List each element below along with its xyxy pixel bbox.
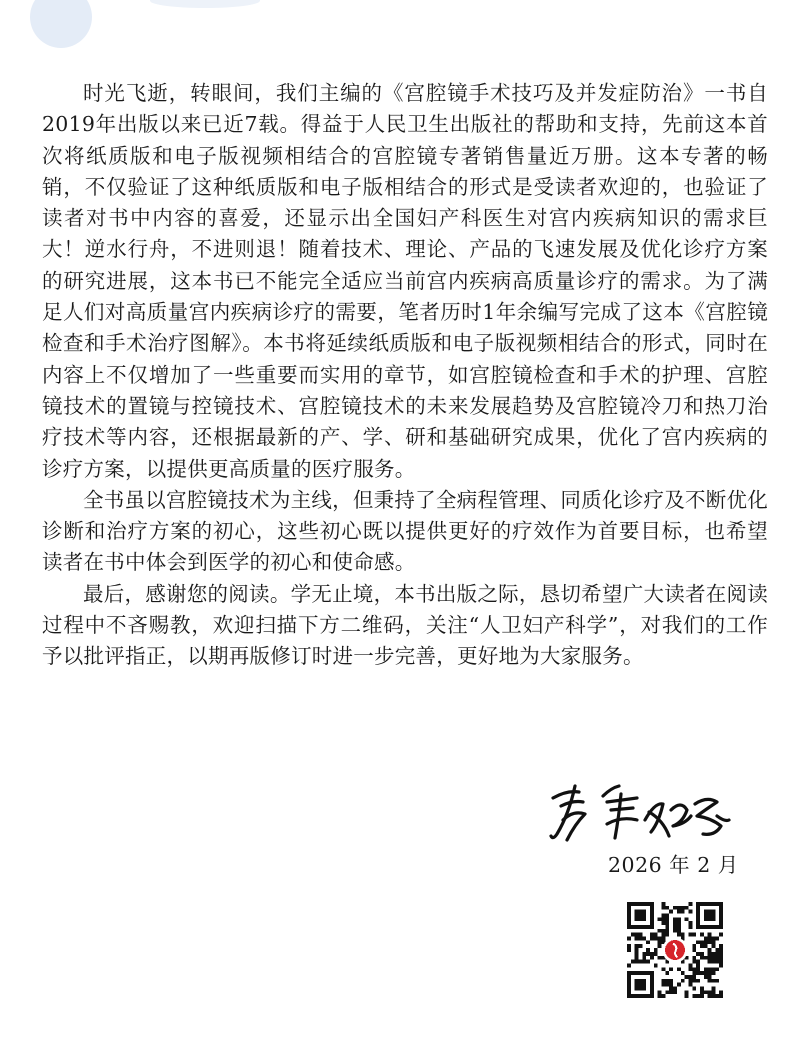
paragraph-1: 时光飞逝，转眼间，我们主编的《宫腔镜手术技巧及并发症防治》一书自2019年出版以来已近7载。得益于人民卫生出版社的帮助和支持，先前这本首次将纸质版和电子版视频相结合的宫腔镜专著销售量近万册。这本专著的畅销，不仅验证了这种纸质版和电子版相结合的形式是受读者欢迎的，也验证了读者对书中内容的喜爱，还显示出全国妇产科医生对宫内疾病知识的需求巨大！逆水行舟，不进则退！随着技术、理论、产品的飞速发展及优化诊疗方案的研究进展，这本书已不能完全适应当前宫内疾病高质量诊疗的需求。为了满足人们对高质量宫内疾病诊疗的需要，笔者历时1年余编写完成了这本《宫腔镜检查和手术治疗图解》。本书将延续纸质版和电子版视频相结合的形式，同时在内容上不仅增加了一些重要而实用的章节，如宫腔镜检查和手术的护理、宫腔镜技术的置镜与控镜技术、宫腔镜技术的未来发展趋势及宫腔镜冷刀和热刀治疗技术等内容，还根据最新的产、学、研和基础研究成果，优化了宫内疾病的诊疗方案，以提供更高质量的医疗服务。 (42, 81, 768, 481)
preface-date: 2026 年 2 月 (608, 853, 739, 877)
decorative-circle (30, 0, 92, 48)
paragraph-2: 全书虽以宫腔镜技术为主线，但秉持了全病程管理、同质化诊疗及不断优化诊断和治疗方案的初心，这些初心既以提供更好的疗效作为首要目标，也希望读者在书中体会到医学的初心和使命感。 (42, 487, 768, 575)
qr-code (627, 902, 723, 998)
decorative-shape (150, 0, 260, 8)
qr-center-logo (662, 937, 687, 962)
handwritten-signature (545, 776, 735, 846)
paragraph-3: 最后，感谢您的阅读。学无止境，本书出版之际，恳切希望广大读者在阅读过程中不吝赐教，欢迎扫描下方二维码，关注“人卫妇产科学”，对我们的工作予以批评指正，以期再版修订时进一步完善，更好地为大家服务。 (42, 581, 768, 669)
preface-body (42, 78, 768, 673)
